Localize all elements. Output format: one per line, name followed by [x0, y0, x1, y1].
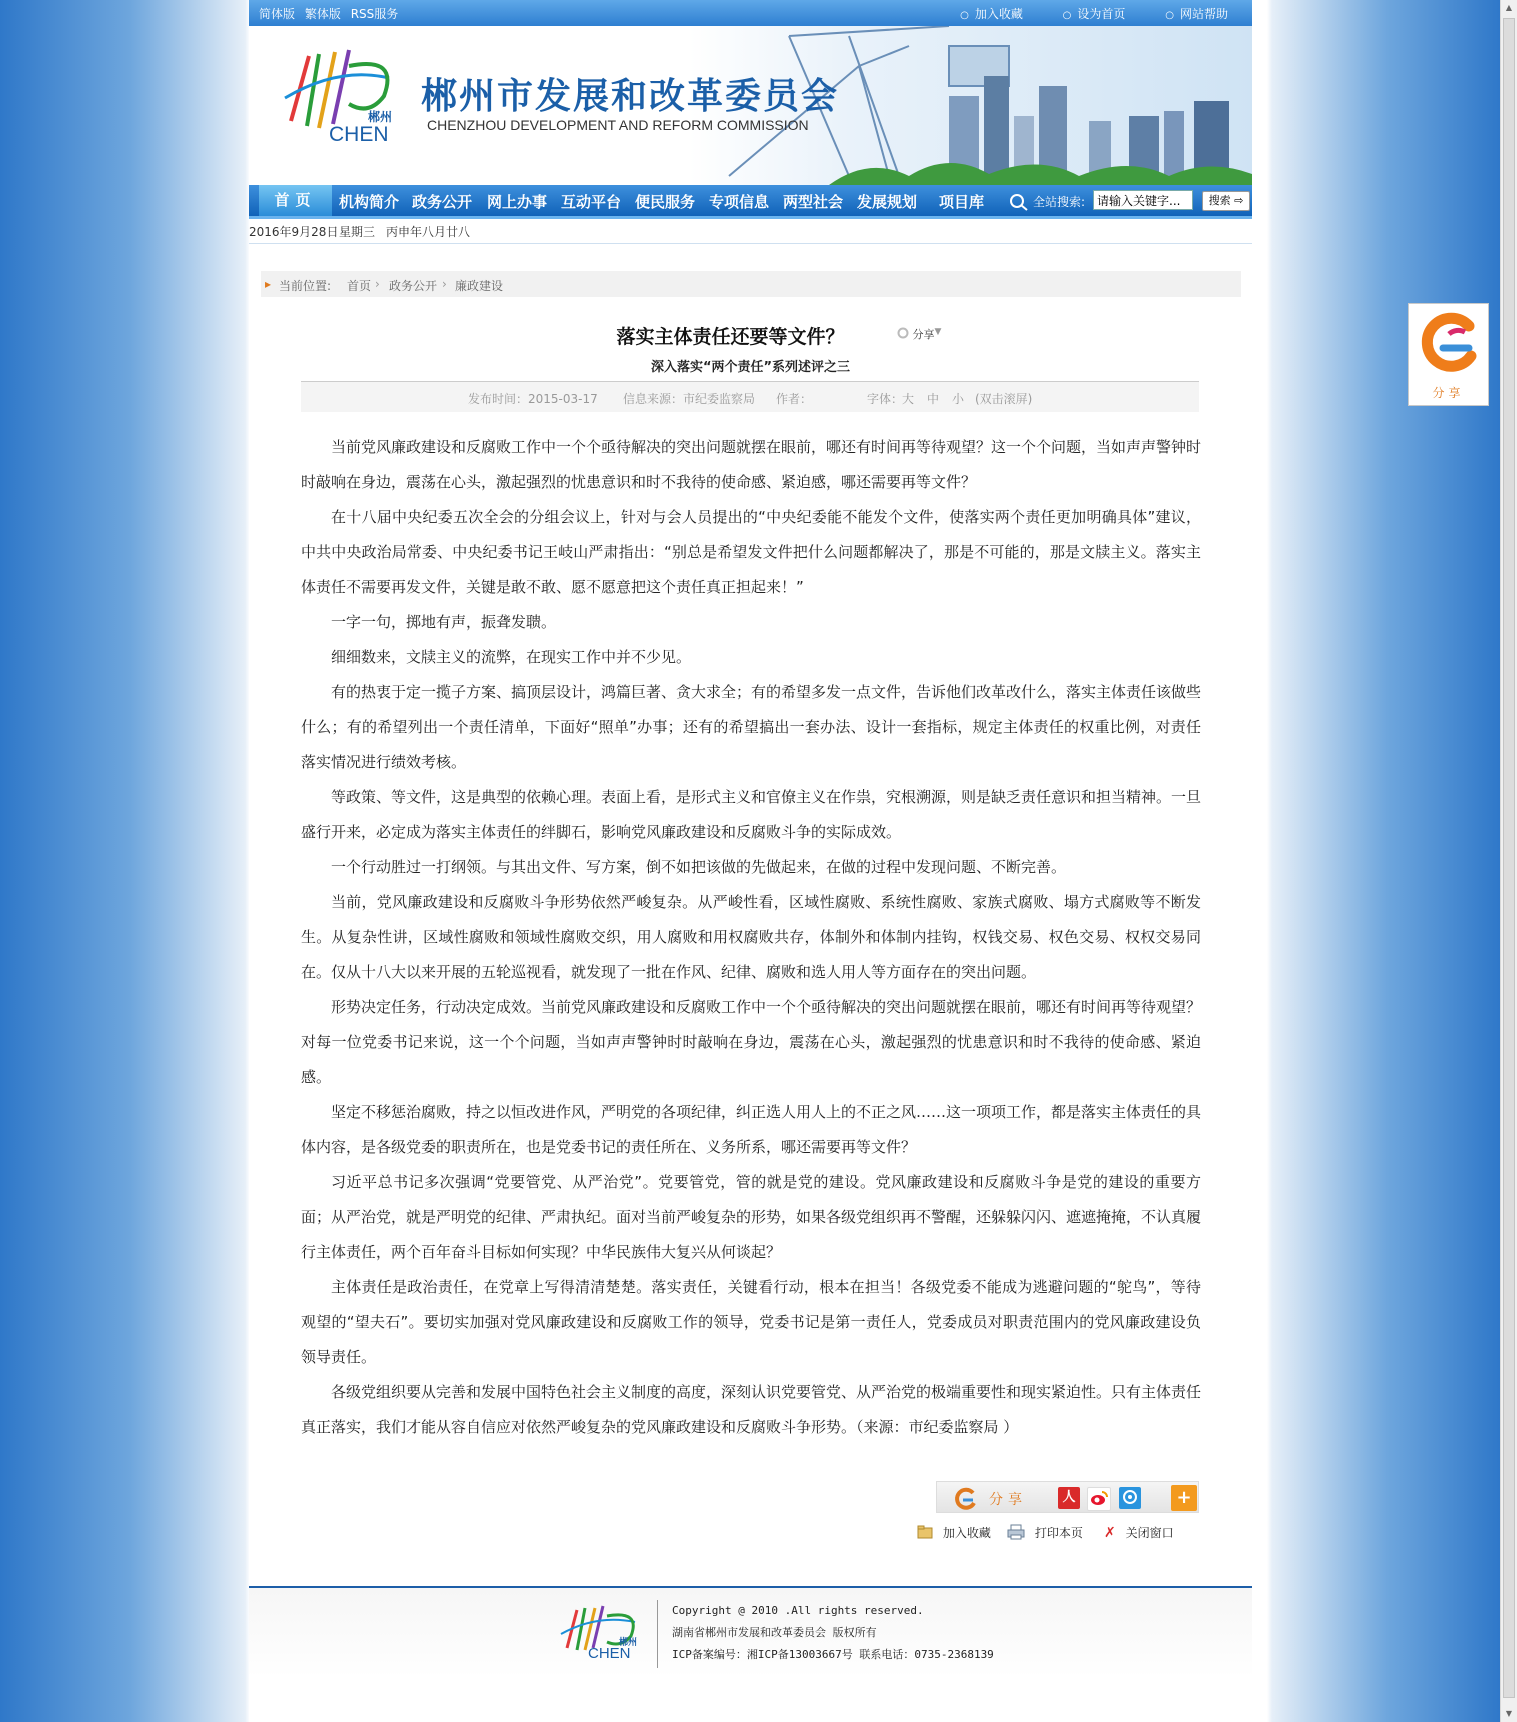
font-size-label: 字体： [867, 392, 904, 406]
breadcrumb-separator-icon: › [442, 277, 447, 291]
footer-logo-small-text: 郴州 [619, 1638, 638, 1648]
info-source: 信息来源：市纪委监察局 [623, 392, 756, 406]
simplified-chinese-link[interactable]: 简体版 [259, 7, 296, 21]
breadcrumb-home[interactable]: 首页 [347, 279, 372, 293]
breadcrumb-label: 当前位置: [279, 279, 332, 293]
site-search-label: 全站搜索: [1033, 195, 1086, 209]
chevron-down-icon: ▼ [934, 327, 942, 337]
circle-bullet-icon: ○ [1062, 10, 1072, 21]
floating-share-label: 分享 [1432, 386, 1465, 400]
floating-share-widget[interactable] [1408, 303, 1489, 406]
circle-bullet-icon: ○ [1165, 10, 1174, 21]
renren-share-icon[interactable]: 人 [1058, 1487, 1080, 1509]
tree-line [829, 163, 1252, 185]
site-search-input[interactable] [1093, 190, 1193, 210]
footer-owner: 湖南省郴州市发展和改革委员会 版权所有 [672, 1626, 877, 1639]
logo-text: CHEN [329, 123, 389, 146]
close-window-tool[interactable]: ✗ 关闭窗口 [1104, 1525, 1174, 1541]
breadcrumb-arrow-icon: ▸ [265, 277, 272, 291]
footer-copyright: Copyright @ 2010 .All rights reserved. [672, 1604, 924, 1617]
search-button[interactable]: 搜索 ⇨ [1202, 191, 1250, 211]
site-title-en: CHENZHOU DEVELOPMENT AND REFORM COMMISSION [427, 117, 809, 133]
share-logo-icon [897, 327, 909, 339]
close-icon: ✗ [1104, 1525, 1116, 1541]
scroll-thumb[interactable] [1503, 18, 1515, 1698]
vertical-scrollbar[interactable] [1500, 0, 1517, 1722]
weibo-share-icon[interactable] [1087, 1487, 1111, 1511]
circle-bullet-icon: ○ [960, 10, 969, 21]
article-paragraph: 有的热衷于定一揽子方案、搞顶层设计，鸿篇巨著、贪大求全；有的希望多发一点文件，告诉他们改革改什么，落实主体责任该做些什么；有的希望列出一个责任清单，下面好“照单”办事；还有的希望搞出一套办法、设计一套指标，规定主体责任的权重比例，对责任落实情况进行绩效考核。 [301, 683, 1202, 771]
logo-small-text: 郴州 [368, 110, 393, 124]
share-logo-icon [1409, 304, 1488, 382]
share-logo-icon [953, 1485, 979, 1511]
nav-item-online-services[interactable]: 网上办事 [487, 193, 548, 211]
weekday: 星期三 [339, 225, 376, 239]
nav-item-two-oriented-society[interactable]: 两型社会 [783, 193, 844, 211]
nav-home[interactable]: 首页 [259, 185, 332, 216]
date-bar [249, 219, 1252, 244]
double-click-scroll-hint: (双击滚屏) [975, 392, 1033, 406]
footer-logo-text: CHEN [588, 1645, 631, 1662]
set-homepage-link[interactable]: ○ 设为首页 [1062, 7, 1126, 21]
article-paragraph: 坚定不移惩治腐败，持之以恒改进作风，严明党的各项纪律，纠正选人用人上的不正之风……这一项项工作，都是落实主体责任的具体内容，是各级党委的职责所在，也是党委书记的责任所在、义务所系，哪还需要再等文件？ [301, 1103, 1202, 1156]
breadcrumb-government-affairs[interactable]: 政务公开 [389, 279, 438, 293]
font-small-button[interactable]: 小 [952, 392, 965, 406]
traditional-chinese-link[interactable]: 繁体版 [304, 7, 341, 21]
scroll-up-arrow-icon[interactable]: ▲ [1501, 0, 1517, 16]
lunar-date: 丙申年八月廿八 [386, 225, 471, 239]
more-share-button[interactable]: + [1171, 1485, 1197, 1511]
printer-icon [1007, 1524, 1025, 1540]
article-paragraph: 习近平总书记多次强调“党要管党、从严治党”。党要管党，管的就是党的建设。党风廉政建设和反腐败斗争是党的建设的重要方面；从严治党，就是严明党的纪律、严肃执纪。面对当前严峻复杂的形势，如果各级党组织再不警醒，还躲躲闪闪、遮遮掩掩，不认真履行主体责任，两个百年奋斗目标如何实现？中华民族伟大复兴从何谈起？ [301, 1173, 1202, 1261]
header-banner [249, 26, 1252, 185]
footer-icp: ICP备案编号：湘ICP备13003667号 联系电话：0735-2368139 [672, 1648, 994, 1661]
add-favorite-link[interactable]: ○ 加入收藏 [960, 7, 1023, 21]
page-container [249, 0, 1252, 1722]
nav-item-government-affairs[interactable]: 政务公开 [412, 193, 473, 211]
nav-item-public-services[interactable]: 便民服务 [635, 193, 696, 211]
article-paragraph: 细细数来，文牍主义的流弊，在现实工作中并不少见。 [331, 648, 692, 666]
scroll-down-arrow-icon[interactable]: ▼ [1501, 1706, 1517, 1722]
top-utility-bar [249, 0, 1252, 26]
footer-vertical-divider [657, 1600, 658, 1668]
footer-info [672, 1600, 994, 1666]
article-paragraph: 主体责任是政治责任，在党章上写得清清楚楚。落实责任，关键看行动，根本在担当！各级党委不能成为逃避问题的“鸵鸟”，等待观望的“望夫石”。要切实加强对党风廉政建设和反腐败工作的领导，党委书记是第一责任人，党委成员对职责范围内的党风廉政建设负领导责任。 [301, 1278, 1201, 1366]
share-mini-button[interactable]: 分享▼ [897, 326, 941, 342]
article-paragraph: 形势决定任务，行动决定成效。当前党风廉政建设和反腐败工作中一个个亟待解决的突出问题就摆在眼前，哪还有时间再等待观望？对每一位党委书记来说，这一个个问题，当如声声警钟时时敲响在身边，震荡在心头，激起强烈的忧患意识和时不我待的使命感、紧迫感。 [301, 998, 1202, 1086]
article-paragraph: 一字一句，掷地有声，振聋发聩。 [331, 613, 557, 631]
site-help-link[interactable]: ○ 网站帮助 [1165, 7, 1228, 21]
article-paragraph: 当前，党风廉政建设和反腐败斗争形势依然严峻复杂。从严峻性看，区域性腐败、系统性腐败、家族式腐败、塌方式腐败等不断发生。从复杂性讲，区域性腐败和领域性腐败交织，用人腐败和用权腐败共存，体制外和体制内挂钩，权钱交易、权色交易、权权交易同在。仅从十八大以来开展的五轮巡视看，就发现了一批在作风、纪律、腐败和选人用人等方面存在的突出问题。 [301, 893, 1201, 981]
current-date: 2016年9月28日 [249, 225, 339, 239]
breadcrumb-current: 廉政建设 [455, 279, 504, 293]
publish-time: 发布时间：2015-03-17 [468, 392, 598, 406]
nav-item-development-planning[interactable]: 发展规划 [857, 193, 918, 211]
article-body [301, 430, 1201, 1445]
share-label[interactable]: 分享 [989, 1492, 1027, 1508]
article-title: 落实主体责任还要等文件？ [616, 326, 845, 348]
nav-item-about[interactable]: 机构简介 [339, 193, 400, 211]
rss-link[interactable]: RSS服务 [350, 7, 399, 21]
nav-item-interaction[interactable]: 互动平台 [561, 193, 622, 211]
magnifier-icon [1009, 193, 1029, 211]
city-skyline [949, 76, 1229, 185]
weibo-logo-icon [1089, 1488, 1109, 1508]
add-favorite-tool[interactable]: 加入收藏 [917, 1524, 991, 1541]
breadcrumb-separator-icon: › [375, 277, 380, 291]
favorite-folder-icon [917, 1524, 933, 1540]
author-label: 作者： [776, 392, 813, 406]
print-page-tool[interactable]: 打印本页 [1007, 1524, 1083, 1541]
article-paragraph: 一个行动胜过一打纲领。与其出文件、写方案，倒不如把该做的先做起来，在做的过程中发现问题、不断完善。 [331, 858, 1067, 876]
article-paragraph: 等政策、等文件，这是典型的依赖心理。表面上看，是形式主义和官僚主义在作祟，究根溯源，则是缺乏责任意识和担当精神。一旦盛行开来，必定成为落实主体责任的绊脚石，影响党风廉政建设和反腐败斗争的实际成效。 [301, 788, 1202, 841]
share-toolbar [936, 1481, 1199, 1513]
font-medium-button[interactable]: 中 [927, 392, 940, 406]
nav-item-project-library[interactable]: 项目库 [939, 193, 985, 211]
site-title: 郴州市发展和改革委员会 [421, 75, 840, 117]
article-paragraph: 各级党组织要从完善和发展中国特色社会主义制度的高度，深刻认识党要管党、从严治党的极端重要性和现实紧迫性。只有主体责任真正落实，我们才能从容自信应对依然严峻复杂的党风廉政建设和反腐败斗争形势。（来源：市纪委监察局 ） [301, 1383, 1202, 1436]
article-paragraph: 当前党风廉政建设和反腐败工作中一个个亟待解决的突出问题就摆在眼前，哪还有时间再等待观望？这一个个问题，当如声声警钟时时敲响在身边，震荡在心头，激起强烈的忧患意识和时不我待的使命感、紧迫感，哪还需要再等文件？ [301, 438, 1202, 491]
article-info-bar [301, 381, 1199, 412]
article-subtitle: 深入落实“两个责任”系列述评之三 [650, 360, 851, 375]
qzone-logo-icon [1120, 1487, 1140, 1507]
tencent-share-icon[interactable] [1119, 1487, 1141, 1509]
breadcrumb [261, 271, 1241, 297]
article-title-row [249, 322, 1252, 349]
article-paragraph: 在十八届中央纪委五次全会的分组会议上，针对与会人员提出的“中央纪委能不能发个文件，使落实两个责任更加明确具体”建议，中共中央政治局常委、中央纪委书记王岐山严肃指出：“别总是希望发文件把什么问题都解决了，那是不可能的，那是文牍主义。落实主体责任不需要再发文件，关键是敢不敢、愿不愿意把这个责任真正担起来！” [301, 508, 1201, 596]
nav-item-special-info[interactable]: 专项信息 [709, 193, 770, 211]
main-navigation [249, 185, 1252, 219]
font-large-button[interactable]: 大 [902, 392, 915, 406]
